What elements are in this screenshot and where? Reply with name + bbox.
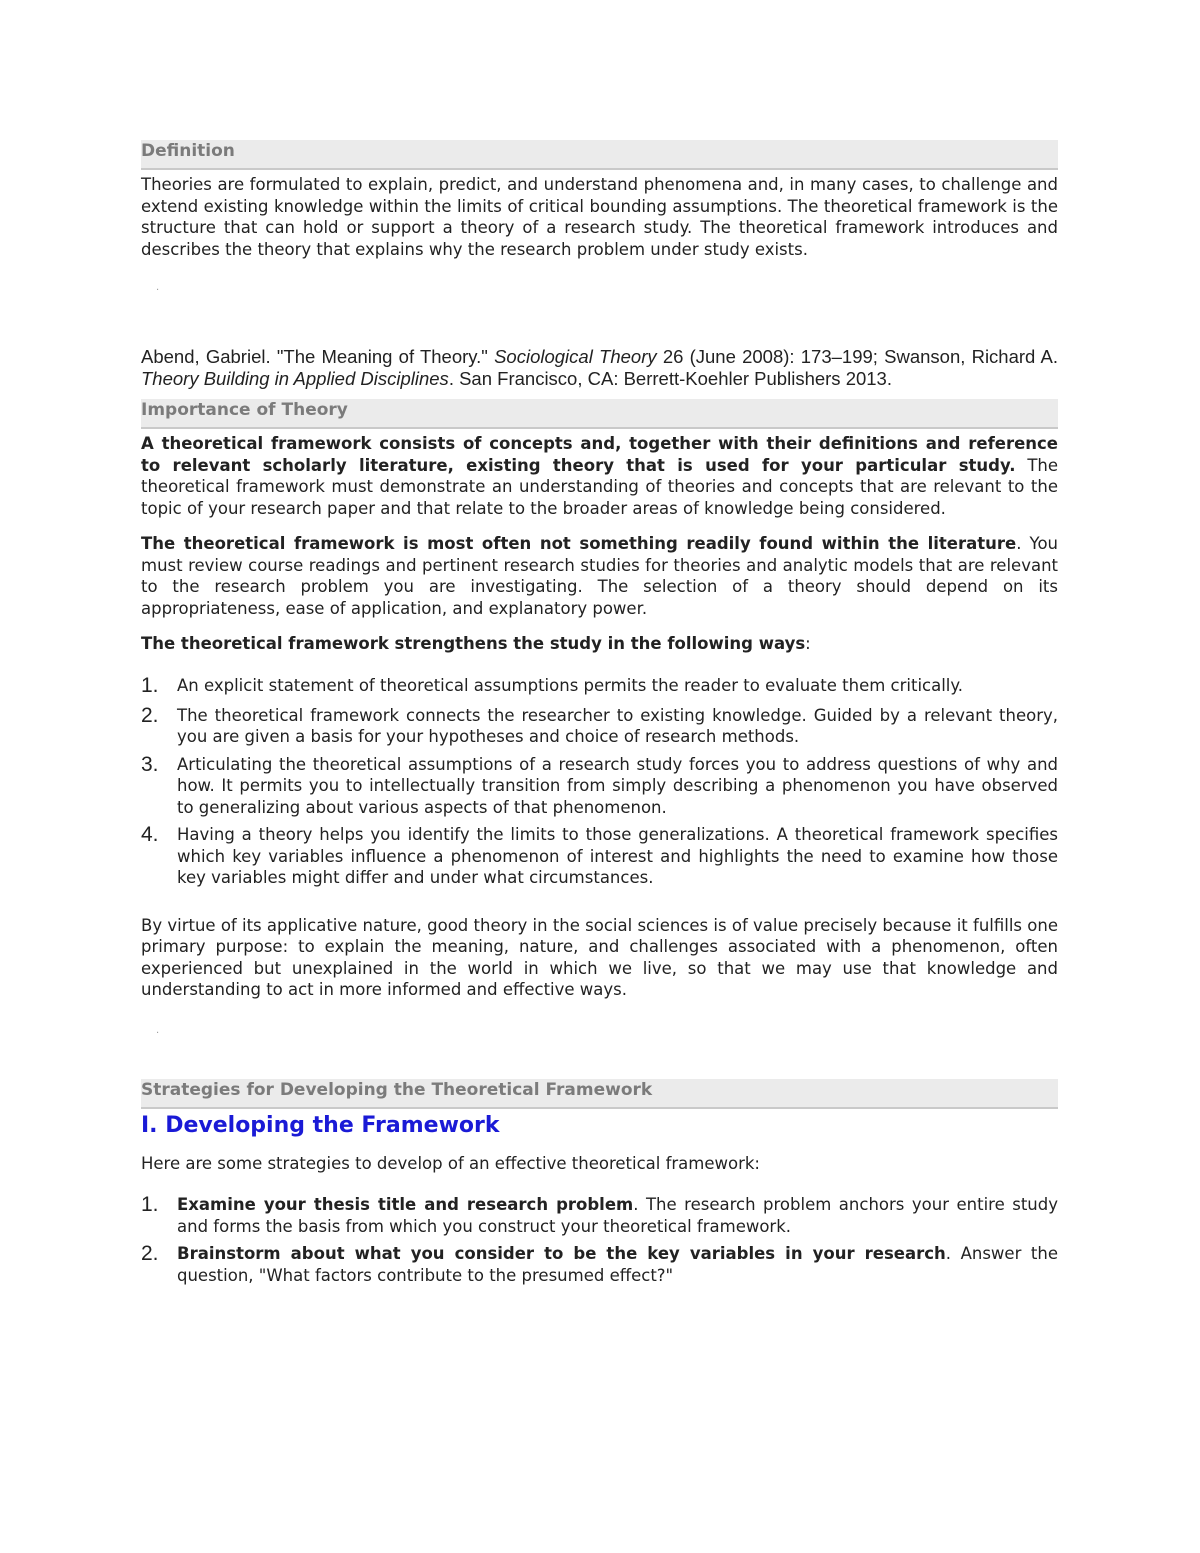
importance-para-2-bold: The theoretical framework is most often not something readily found within the literature [141,534,1017,553]
list-item-text: The theoretical framework connects the researcher to existing knowledge. Guided by a relevant theory, you are given a basis for your hypotheses and choice of research methods. [177,705,1058,746]
list-item-rest: . Answer the question, "What factors contribute to the presumed effect?" [177,1244,1058,1285]
importance-para-1-text: The theoretical framework must demonstrate an understanding of theories and concepts that are relevant to the topic of your research paper and that relate to the broader areas of knowledge being considered. [141,455,1059,518]
list-item-text [177,1237,1058,1286]
importance-para-3-bold: The theoretical framework strengthens the study in the following ways [141,634,806,653]
list-item [106,669,1058,699]
definition-body: Theories are formulated to explain, predict, and understand phenomena and, in many cases, to challenge and extend existing knowledge within the limits of critical bounding assumptions. The theoretical framework is the structure that can hold or support a theory of a research study. The theoretical framework introduces and describes the theory that explains why the research problem under study exists. [141,175,1058,259]
list-item-number: 1. [141,673,159,697]
list-item [106,1188,1058,1237]
citation-part1: Abend, Gabriel. "The Meaning of Theory." [141,346,495,367]
importance-para-1 [141,433,1058,519]
definition-heading: Definition [141,140,1058,170]
citation [141,346,1058,390]
importance-closing: By virtue of its applicative nature, good theory in the social sciences is of value precisely because it fulfills one primary purpose: to explain the meaning, nature, and challenges associated with a phenomenon, often experienced but unexplained in the world in which we live, so that we may use that knowledge and understanding to act in more informed and effective ways. [141,915,1058,999]
list-item-rest: . The research problem anchors your entire study and forms the basis from which you construct your theoretical framework. [177,1195,1058,1236]
citation-book: Theory Building in Applied Disciplines [141,368,449,389]
list-item [106,818,1058,889]
importance-para-2 [141,533,1058,619]
list-item [106,1237,1058,1286]
list-item-text: An explicit statement of theoretical assumptions permits the reader to evaluate them critically. [177,675,964,695]
importance-para-1-bold: A theoretical framework consists of concepts and, together with their definitions and reference to relevant scholarly literature, existing theory that is used for your particular study. [141,434,1058,475]
list-item [106,699,1058,748]
list-item-text: Articulating the theoretical assumptions of a research study forces you to address questions of why and how. It permits you to intellectually transition from simply describing a phenomenon you have observed to generalizing about various aspects of that phenomenon. [177,754,1058,817]
list-item-text: Having a theory helps you identify the limits to those generalizations. A theoretical framework specifies which key variables influence a phenomenon of interest and highlights the need to examine how those key variables might differ and under what circumstances. [177,825,1058,887]
spacer-dot: . [156,282,160,293]
list-item-number: 3. [141,752,159,776]
strengths-list [106,669,1058,889]
list-item-number: 4. [141,823,159,846]
document-content [141,140,1058,1286]
list-item-bold: Brainstorm about what you consider to be the key variables in your research [177,1244,946,1263]
citation-part3: . San Francisco, CA: Berrett-Koehler Publishers 2013. [448,368,892,389]
strategies-intro: Here are some strategies to develop of an effective theoretical framework: [141,1153,760,1173]
list-item [106,748,1058,819]
list-item-bold: Examine your thesis title and research problem [177,1195,634,1214]
importance-heading: Importance of Theory [141,399,1058,429]
importance-para-3-text: : [805,634,811,653]
developing-framework-heading: I. Developing the Framework [141,1112,500,1138]
citation-journal: Sociological Theory [494,346,657,367]
list-item-text [177,1188,1058,1237]
citation-part2: 26 (June 2008): 173–199; Swanson, Richard A. [656,346,1058,367]
spacer-dot: . [156,1024,160,1036]
list-item-number: 1. [141,1193,159,1216]
importance-para-3 [141,633,1058,655]
list-item-number: 2. [141,1242,159,1265]
strategies-heading: Strategies for Developing the Theoretical Framework [141,1079,1058,1109]
strategies-list [106,1188,1058,1286]
importance-para-2-text: . You must review course readings and pertinent research studies for theories and analytic models that are relevant to the research problem you are investigating. The selection of a theory should depend on its appropriateness, ease of application, and explanatory power. [141,534,1058,618]
list-item-number: 2. [141,703,159,727]
